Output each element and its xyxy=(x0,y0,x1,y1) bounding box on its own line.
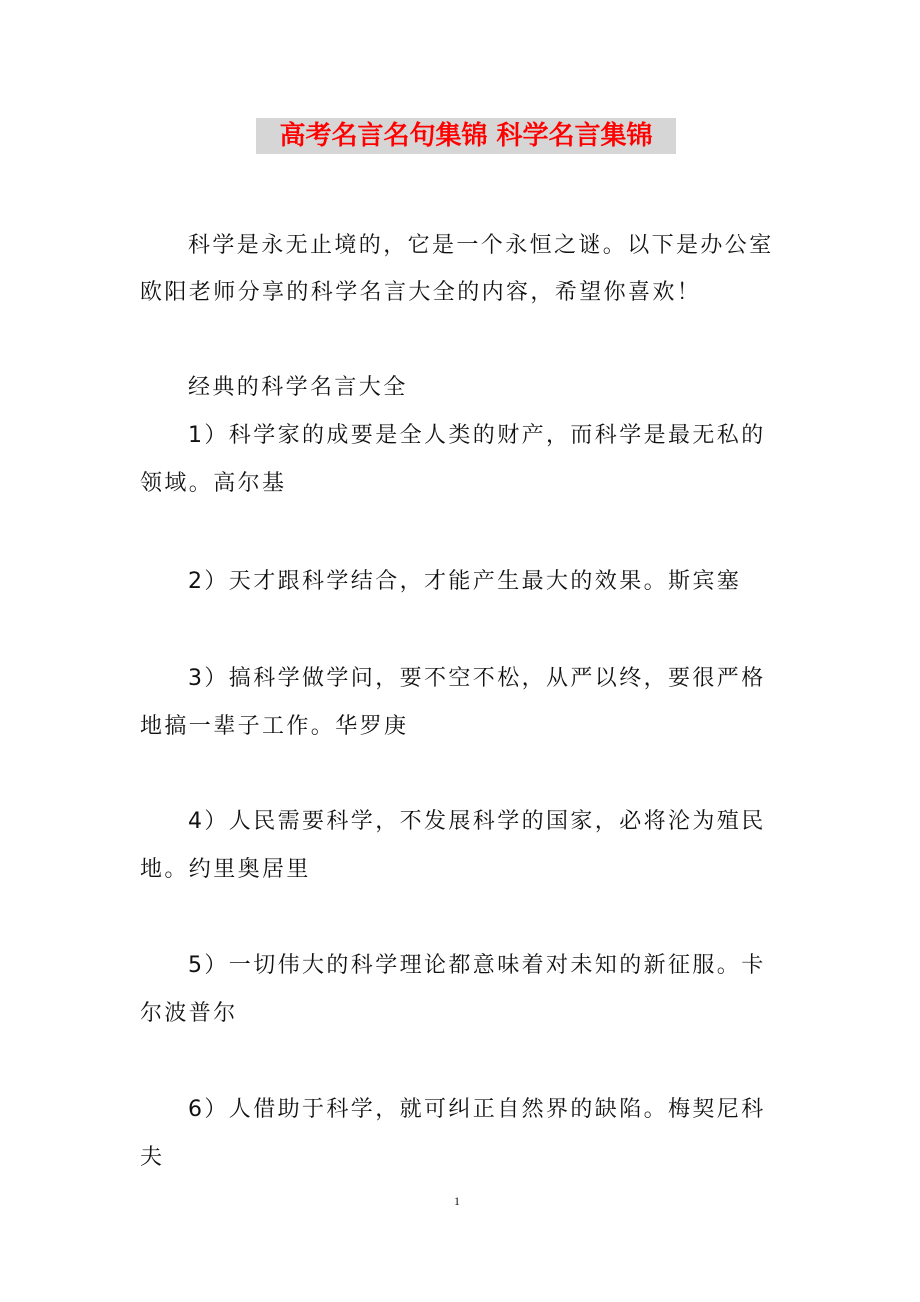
section-heading: 经典的科学名言大全 xyxy=(188,375,408,400)
intro-line-2: 欧阳老师分享的科学名言大全的内容，希望你喜欢！ xyxy=(140,280,702,305)
quote-5-line-2: 尔波普尔 xyxy=(140,1001,238,1026)
quote-1-line-1: 1）科学家的成要是全人类的财产，而科学是最无私的 xyxy=(188,423,766,448)
quote-4-line-2: 地。约里奥居里 xyxy=(140,857,311,882)
quote-3-line-2: 地搞一辈子工作。华罗庚 xyxy=(140,714,409,739)
quote-6-line-1: 6）人借助于科学，就可纠正自然界的缺陷。梅契尼科 xyxy=(188,1097,766,1122)
quote-2-line-1: 2）天才跟科学结合，才能产生最大的效果。斯宾塞 xyxy=(188,569,742,594)
quote-6-line-2: 夫 xyxy=(140,1145,165,1170)
intro-line-1: 科学是永无止境的，它是一个永恒之谜。以下是办公室 xyxy=(188,233,774,258)
page-number: 1 xyxy=(454,1194,460,1208)
quote-5-line-1: 5）一切伟大的科学理论都意味着对未知的新征服。卡 xyxy=(188,953,766,978)
quote-1-line-2: 领域。高尔基 xyxy=(140,471,287,496)
quote-4-line-1: 4）人民需要科学，不发展科学的国家，必将沦为殖民 xyxy=(188,809,766,834)
document-title: 高考名言名句集锦 科学名言集锦 xyxy=(256,118,676,154)
quote-3-line-1: 3）搞科学做学问，要不空不松，从严以终，要很严格 xyxy=(188,666,766,691)
